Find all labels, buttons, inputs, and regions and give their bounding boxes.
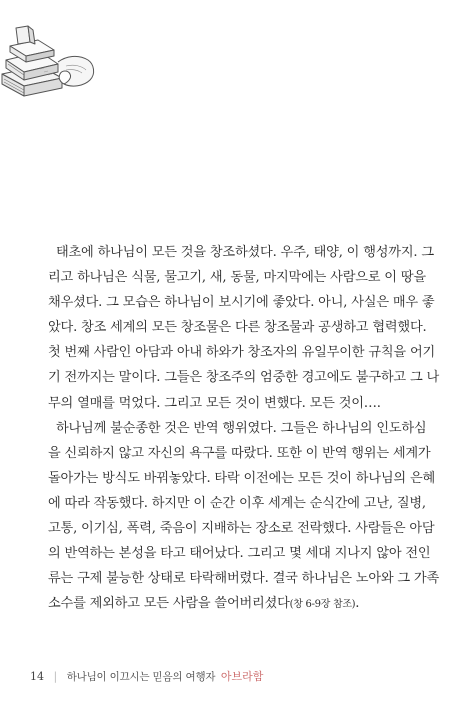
page-footer	[30, 668, 263, 684]
text-line: 소수를 제외하고 모든 사람을 쓸어버리셨다(창 6-9장 참조).	[48, 596, 360, 612]
text-line: 하나님께 불순종한 것은 반역 행위였다. 그들은 하나님의 인도하심	[55, 420, 427, 436]
text-line: 의 반역하는 본성을 타고 태어났다. 그리고 몇 세대 지나지 않아 전인	[48, 546, 431, 562]
text-line: 에 따라 작동했다. 하지만 이 순간 이후 세계는 순식간에 고난, 질병,	[48, 495, 426, 511]
text-line: 고통, 이기심, 폭력, 죽음이 지배하는 장소로 전락했다. 사람들은 아담	[48, 521, 435, 537]
paragraph	[48, 416, 440, 618]
text-line: 을 신뢰하지 않고 자신의 욕구를 따랐다. 또한 이 반역 행위는 세계가	[48, 445, 431, 461]
text-line: 태초에 하나님이 모든 것을 창조하셨다. 우주, 태양, 이 행성까지. 그	[55, 245, 434, 260]
text-line: 돌아가는 방식도 바꿔놓았다. 타락 이전에는 모든 것이 하나님의 은혜	[48, 470, 436, 486]
series-title: 하나님이 이끄시는 믿음의 여행자	[66, 671, 216, 683]
paragraph	[48, 240, 440, 416]
body-text	[48, 240, 440, 617]
text-line: 기 전까지는 말이다. 그들은 창조주의 엄중한 경고에도 불구하고 그 나	[48, 370, 440, 386]
text-line: 았다. 창조 세계의 모든 창조물은 다른 창조물과 공생하고 협력했다.	[48, 320, 427, 336]
footer-separator: |	[53, 670, 58, 683]
text-line: 리고 하나님은 식물, 물고기, 새, 동물, 마지막에는 사람으로 이 땅을	[48, 270, 426, 286]
scripture-reference: (창 6-9장 참조)	[289, 599, 356, 611]
subject-name: 아브라함	[220, 670, 264, 683]
text-line: 무의 열매를 먹었다. 그리고 모든 것이 변했다. 모든 것이….	[48, 395, 381, 411]
text-line: 류는 구제 불능한 상태로 타락해버렸다. 결국 하나님은 노아와 그 가족	[48, 571, 440, 587]
books-and-scroll-illustration-icon	[0, 22, 100, 102]
text-line: 채우셨다. 그 모습은 하나님이 보시기에 좋았다. 아니, 사실은 매우 좋	[48, 295, 435, 311]
text-line: 첫 번째 사람인 아담과 아내 하와가 창조자의 유일무이한 규칙을 어기	[48, 345, 436, 361]
page-number: 14	[30, 670, 44, 683]
